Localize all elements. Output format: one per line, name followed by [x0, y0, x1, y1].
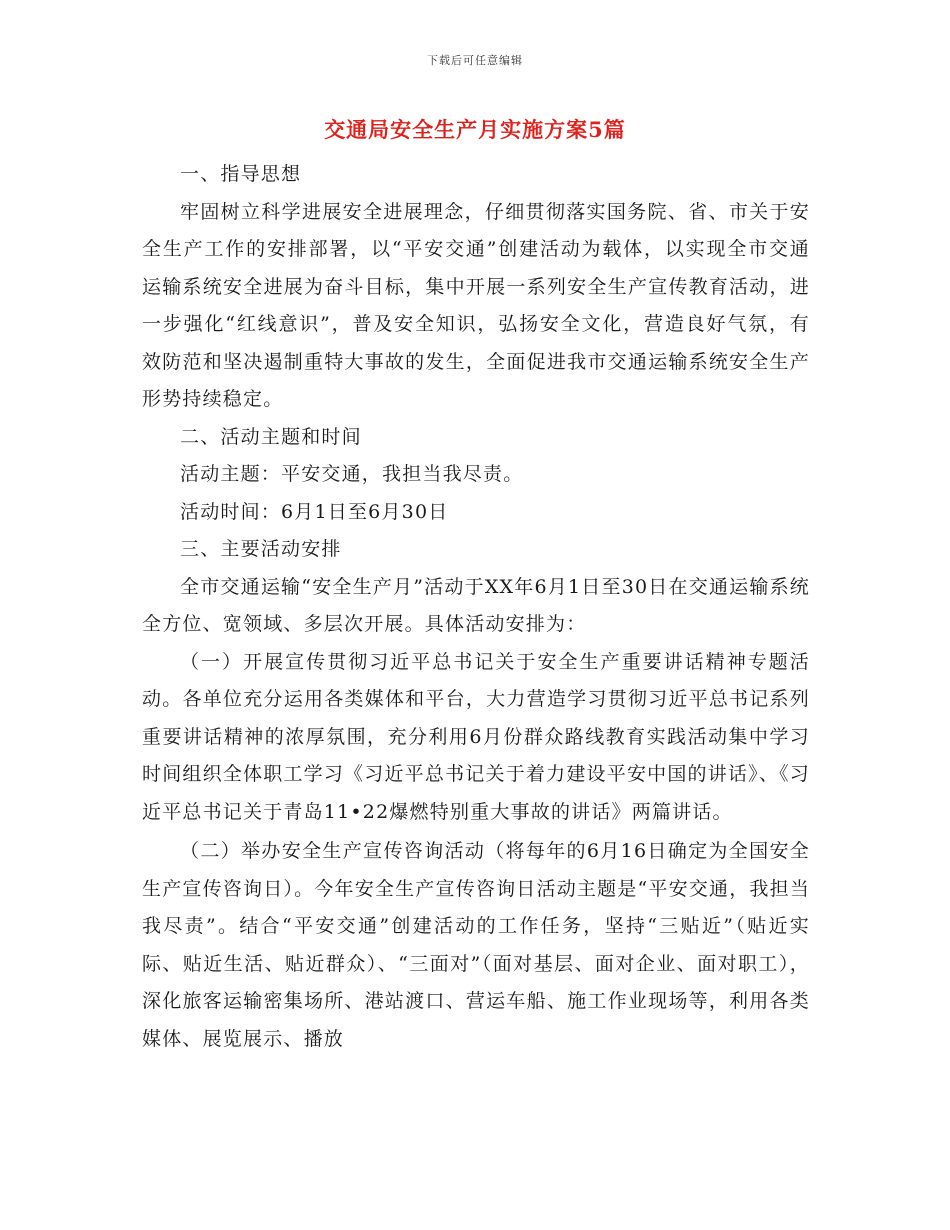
paragraph-activity-time: 活动时间：6月1日至6月30日 — [180, 500, 449, 523]
paragraph-activity-item-2: （二）举办安全生产宣传咨询活动（将每年的6月16日确定为全国安全生产宣传咨询日）。今年安全生产宣传咨询日活动主题是“平安交通，我担当我尽责”。结合“平安交通”创建活动的工作任务，坚持“三贴近”（贴近实际、贴近生活、贴近群众）、“三面对”（面对基层、面对企业、面对职工），深化旅客运输密集场所、港站渡口、营运车船、施工作业现场等，利用各类媒体、展览展示、播放 — [142, 840, 811, 1050]
section-heading-theme-time: 二、活动主题和时间 — [180, 425, 362, 448]
paragraph-activity-item-1: （一）开展宣传贯彻习近平总书记关于安全生产重要讲话精神专题活动。各单位充分运用各类媒体和平台，大力营造学习贯彻习近平总书记系列重要讲话精神的浓厚氛围，充分利用6月份群众路线教育实践活动集中学习时间组织全体职工学习《习近平总书记关于着力建设平安中国的讲话》、《习近平总书记关于青岛11•22爆燃特别重大事故的讲话》两篇讲话。 — [142, 650, 810, 823]
paragraph-guiding-thought: 牢固树立科学进展安全进展理念，仔细贯彻落实国务院、省、市关于安全生产工作的安排部署，以“平安交通”创建活动为载体，以实现全市交通运输系统安全进展为奋斗目标，集中开展一系列安全生产宣传教育活动，进一步强化“红线意识”，普及安全知识，弘扬安全文化，营造良好气氛，有效防范和坚决遏制重特大事故的发生，全面促进我市交通运输系统安全生产形势持续稳定。 — [142, 200, 810, 410]
document-title: 交通局安全生产月实施方案5篇 — [324, 117, 626, 142]
section-heading-guiding-thought: 一、指导思想 — [180, 163, 302, 185]
paragraph-activities-intro: 全市交通运输“安全生产月”活动于XX年6月1日至30日在交通运输系统全方位、宽领域、多层次开展。具体活动安排为： — [142, 575, 810, 635]
document-body — [142, 156, 810, 1058]
header-note: 下载后可任意编辑 — [427, 54, 523, 67]
paragraph-activity-theme: 活动主题：平安交通，我担当我尽责。 — [180, 463, 524, 485]
section-heading-main-activities: 三、主要活动安排 — [180, 538, 342, 560]
